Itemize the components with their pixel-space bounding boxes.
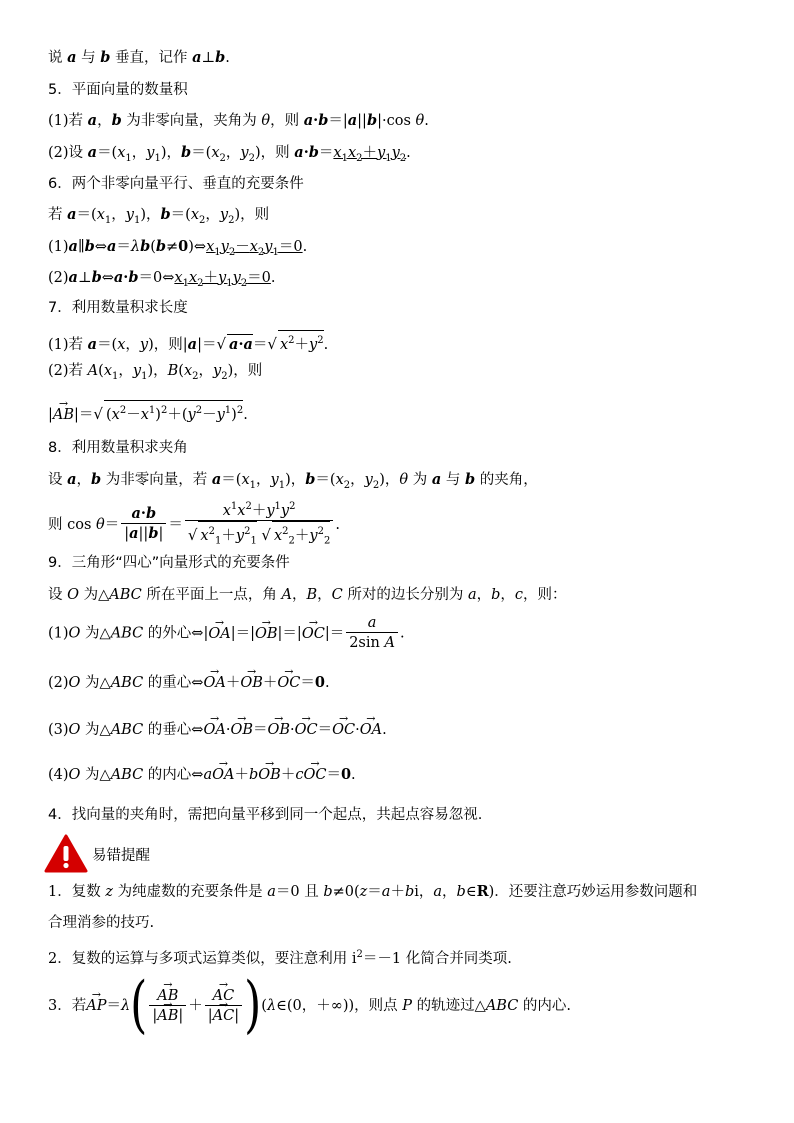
text-line-9-3: (3)O 为△ABC 的垂心⇔→ OA·→ OB＝→ OB·→ OC＝→ OC·→ OA. [48,720,387,740]
text-line-4: 4．找向量的夹角时，需把向量平移到同一个起点，共起点容易忽视. [48,807,483,823]
text-line-e2: 2．复数的运算与多项式运算类似，要注意利用 $i^2=-1$ 化简合并同类项. [48,949,512,967]
text-line-8-2: 则 cos θ＝ $\frac{a\cdot b}{|a||b|}$ ＝ $\frac{x^1x^2+y^1y^2}{√ x^2_1+y^2_1 √ x^2_2+y^2_2}$ . [48,498,340,552]
text-line-5-2: (2)设 $a=(x_1$，$y_1$)，$b=(x_2$，$y_2$)，则 $a\cdot b=x_1x_2+y_1y_2$. [48,144,411,164]
vector-AB: → AB [53,405,74,425]
text-line-7-3: |→ AB|＝√ $(x^2-x^1)^2+(y^2-y^1)^2$. [48,400,248,425]
text-line-6-0: 若 $a=(x_1$，$y_1$)，$b=(x_2$，$y_2$)，则 [48,206,270,226]
text-line-9-0: 设 O 为△ABC 所在平面上一点，角 A，B，C 所对的边长分别为 a，b，c，则： [48,587,567,603]
text-line-e1: 1．复数 z 为纯虚数的充要条件是 a＝0 且 b≠0(z＝a＋bi，a，b∈R)．还要注意巧妙运用参数问题和 [48,883,698,900]
section-heading-6: 6．两个非零向量平行、垂直的充要条件 [48,176,304,192]
text-line-7-2: (2)若 $A(x_1$，$y_1$)，$B(x_2$，$y_2$)，则 [48,363,263,382]
warning-title: 易错提醒 [92,848,150,864]
text-line-6-1: $(1)a\parallel b\Leftrightarrow a=\lambda b(b\ne 0)\Leftrightarrow x_1y_2-x_2y_1=0$. [48,238,308,258]
text-line-9-1: (1)O 为△ABC 的外心⇔|→ OA|＝|→ OB|＝|→ OC|＝ $\frac{a}{\text{2sin A}}$ . [48,614,405,653]
text-line-7-1: (1)若 a＝(x，y)，则|a|＝√ a·a＝√ $x^2+y^2$. [48,330,328,355]
text-line-9-2: (2)O 为△ABC 的重心⇔→ OA＋→ OB＋→ OC＝0. [48,673,330,693]
text-line-perpendicular: 说 a 与 b 垂直，记作 a⊥b. [48,49,230,66]
text-line-e3: 3．若→ AP＝λ( → $\frac{AB}{|\to AB|}$ ＋ → $\frac{AC}{|\to AC|}$ )(λ∈(0，＋∞))，则点 P 的轨迹过△ABC 的内心. [48,984,571,1028]
text-line-8-1: 设 a，b 为非零向量，若 $a=(x_1$，$y_1$)，$b=(x_2$，$y_2$)，θ 为 a 与 b 的夹角， [48,471,538,491]
text-line-5-1: (1)若 a，b 为非零向量，夹角为 θ，则 a·b＝|a||b|·cos θ. [48,112,429,129]
section-heading-9: 9．三角形“四心”向量形式的充要条件 [48,555,290,571]
text-line-6-2: $(2)a\perp b\Leftrightarrow a\cdot b=0\Leftrightarrow x_1x_2+y_1y_2=0$. [48,269,276,289]
section-heading-8: 8．利用数量积求夹角 [48,440,188,456]
section-heading-5: 5．平面向量的数量积 [48,82,188,98]
text-line-e1b: 合理消参的技巧. [48,915,155,931]
warning-icon [44,834,88,874]
text-line-9-4: (4)O 为△ABC 的内心⇔a→ OA＋b→ OB＋c→ OC＝0. [48,765,356,785]
section-heading-7: 7．利用数量积求长度 [48,300,188,316]
